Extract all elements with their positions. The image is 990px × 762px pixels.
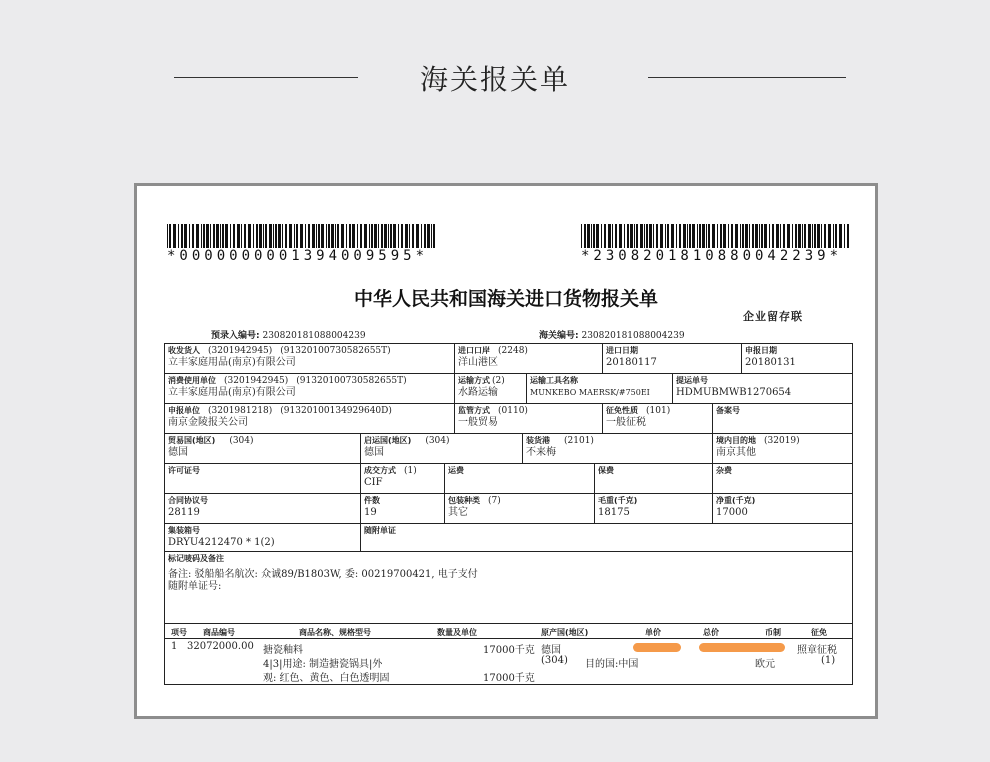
barcode-bar	[282, 224, 283, 248]
barcode-bar	[808, 224, 811, 248]
barcode-bar	[308, 224, 310, 248]
goods-qty: 17000千克	[483, 645, 535, 656]
barcode-bar	[431, 224, 432, 248]
barcode-left-number: *0000000001394009595*	[167, 248, 429, 264]
barcode-bar	[328, 224, 330, 248]
goods-name-line2: 4|3|用途: 制造搪瓷锅具|外	[263, 659, 383, 670]
barcode-bar	[289, 224, 292, 248]
barcode-bar	[776, 224, 779, 248]
cell-gross-weight: 毛重(千克) 18175	[595, 494, 713, 524]
barcode-bar	[702, 224, 705, 248]
barcode-bar	[615, 224, 617, 248]
barcode-bar	[405, 224, 408, 248]
barcode-bar	[814, 224, 816, 248]
barcode-left	[167, 224, 441, 248]
barcode-bar	[627, 224, 629, 248]
redacted-unit-price	[633, 643, 681, 652]
barcode-bar	[630, 224, 633, 248]
cell-consumer: 消费使用单位 (3201942945) (91320100730582655T) 立丰家庭用品(南京)有限公司	[165, 374, 455, 404]
barcode-bar	[412, 224, 414, 248]
barcode-bar	[671, 224, 674, 248]
goods-name-line3: 观: 红色、黄色、白色透明固	[263, 673, 390, 684]
barcode-bar	[745, 224, 748, 248]
barcode-bar	[189, 224, 190, 248]
barcode-bar	[821, 224, 822, 248]
barcode-bar	[665, 224, 666, 248]
barcode-bar	[256, 224, 258, 248]
barcode-bar	[596, 224, 599, 248]
goods-header-divider	[165, 638, 852, 639]
barcode-bar	[764, 224, 767, 248]
barcode-bar	[352, 224, 355, 248]
pre-entry-number: 预录入编号: 230820181088004239	[211, 331, 366, 341]
barcode-bar	[844, 224, 845, 248]
cell-container: 集装箱号 DRYU4212470 * 1(2)	[165, 524, 361, 552]
goods-header-total: 总价	[703, 628, 719, 637]
cell-levy-nature: 征免性质 (101) 一般征税	[603, 404, 713, 434]
barcode-bar	[374, 224, 377, 248]
cell-bill-no: 提运单号 HDMUBMWB1270654	[673, 374, 852, 404]
barcode-bar	[735, 224, 738, 248]
barcode-bar	[378, 224, 379, 248]
barcode-bar	[581, 224, 582, 248]
barcode-bar	[708, 224, 710, 248]
barcode-bar	[321, 224, 324, 248]
barcode-bar	[416, 224, 419, 248]
barcode-bar	[656, 224, 658, 248]
barcode-bar	[335, 224, 336, 248]
barcode-bar	[644, 224, 645, 248]
barcode-bar	[424, 224, 426, 248]
barcode-bar	[216, 224, 219, 248]
barcode-bar	[593, 224, 595, 248]
goods-header-code: 商品编号	[203, 628, 235, 637]
goods-origin: 德国	[541, 645, 561, 656]
barcode-bar	[337, 224, 339, 248]
cell-declarant: 申报单位 (3201981218) (91320100134929640D) 南京金陵报关公司	[165, 404, 455, 434]
cell-packaging: 包装种类 (7) 其它	[445, 494, 595, 524]
barcode-bar	[769, 224, 770, 248]
barcode-bar	[388, 224, 389, 248]
barcode-bar	[584, 224, 586, 248]
barcode-bar	[676, 224, 677, 248]
barcode-bar	[409, 224, 410, 248]
barcode-bar	[828, 224, 831, 248]
cell-pieces: 件数 19	[361, 494, 445, 524]
barcode-bar	[802, 224, 803, 248]
barcode-bar	[230, 224, 231, 248]
cell-freight: 运费	[445, 464, 595, 494]
goods-header-levy: 征免	[811, 628, 827, 637]
barcode-bar	[601, 224, 602, 248]
barcode-bar	[237, 224, 240, 248]
redacted-total-price	[699, 643, 785, 652]
barcode-bar	[689, 224, 691, 248]
cell-declare-date: 申报日期 20180131	[742, 344, 852, 374]
barcode-bar	[263, 224, 264, 248]
barcode-bar	[269, 224, 272, 248]
barcode-bar	[222, 224, 224, 248]
barcode-bar	[755, 224, 758, 248]
goods-header-qty: 数量及单位	[437, 628, 477, 637]
barcode-bar	[612, 224, 613, 248]
barcode-bar	[624, 224, 625, 248]
barcode-right	[581, 224, 855, 248]
barcode-bar	[371, 224, 373, 248]
cell-attached-docs: 随附单证	[361, 524, 852, 552]
barcode-bar	[847, 224, 849, 248]
cell-net-weight: 净重(千克) 17000	[713, 494, 852, 524]
barcode-bar	[346, 224, 347, 248]
barcode-bar	[213, 224, 215, 248]
barcode-bar	[401, 224, 403, 248]
barcode-bar	[393, 224, 396, 248]
cell-marks: 标记唛码及备注 备注: 驳船船名航次: 众诚89/B1803W, 委: 00219700421, 电子支付 随附单证号:	[165, 552, 852, 624]
barcode-bar	[318, 224, 320, 248]
barcode-bar	[316, 224, 317, 248]
cell-import-port: 进口口岸 (2248) 洋山港区	[455, 344, 603, 374]
barcode-bar	[824, 224, 826, 248]
barcode-bar	[273, 224, 274, 248]
barcode-bar	[731, 224, 733, 248]
barcode-bar	[210, 224, 211, 248]
goods-levy: 照章征税	[797, 645, 837, 656]
barcode-bar	[795, 224, 797, 248]
barcode-bar	[742, 224, 744, 248]
barcode-bar	[640, 224, 643, 248]
cell-misc-fee: 杂费	[713, 464, 852, 494]
barcode-bar	[326, 224, 327, 248]
barcode-bar	[692, 224, 695, 248]
barcode-bar	[839, 224, 842, 248]
barcode-bar	[817, 224, 820, 248]
barcode-bar	[792, 224, 793, 248]
barcode-bar	[699, 224, 701, 248]
barcode-bar	[285, 224, 287, 248]
barcode-bar	[604, 224, 606, 248]
barcode-bar	[433, 224, 435, 248]
copy-label: 企业留存联	[743, 310, 803, 323]
cell-license: 许可证号	[165, 464, 361, 494]
barcode-bar	[173, 224, 176, 248]
goods-header-unit-price: 单价	[645, 628, 661, 637]
cell-consignee: 收发货人 (3201942945) (91320100730582655T) 立丰家庭用品(南京)有限公司	[165, 344, 455, 374]
barcode-bar	[812, 224, 813, 248]
barcode-bar	[749, 224, 750, 248]
goods-header-origin: 原产国(地区)	[541, 628, 589, 637]
barcode-bar	[360, 224, 362, 248]
barcode-bar	[706, 224, 707, 248]
barcode-right-number: *2308201810880042239*	[581, 248, 843, 264]
barcode-bar	[780, 224, 781, 248]
barcode-bar	[192, 224, 194, 248]
barcode-bar	[300, 224, 303, 248]
barcode-bar	[783, 224, 785, 248]
barcode-bar	[369, 224, 370, 248]
declaration-form-image	[134, 183, 878, 719]
barcode-bar	[660, 224, 663, 248]
barcode-bar	[220, 224, 221, 248]
barcode-bar	[265, 224, 267, 248]
cell-trade-country: 贸易国(地区) (304) 德国	[165, 434, 361, 464]
barcode-bar	[203, 224, 205, 248]
barcode-bar	[761, 224, 763, 248]
barcode-bar	[591, 224, 592, 248]
barcode-bar	[167, 224, 168, 248]
goods-levy-code: (1)	[821, 655, 836, 666]
barcode-bar	[649, 224, 652, 248]
barcode-bar	[723, 224, 726, 248]
barcode-bar	[740, 224, 741, 248]
barcode-bar	[357, 224, 358, 248]
barcode-bar	[233, 224, 235, 248]
barcode-bar	[178, 224, 179, 248]
cell-contract: 合同协议号 28119	[165, 494, 361, 524]
barcode-bar	[244, 224, 246, 248]
goods-header-item: 项号	[171, 628, 187, 637]
barcode-bar	[364, 224, 367, 248]
barcode-bar	[169, 224, 171, 248]
goods-header-currency: 币制	[765, 628, 781, 637]
barcode-bar	[294, 224, 295, 248]
barcode-bar	[201, 224, 202, 248]
barcode-bar	[759, 224, 760, 248]
barcode-bar	[717, 224, 718, 248]
barcode-bar	[587, 224, 590, 248]
barcode-bar	[259, 224, 262, 248]
barcode-bar	[398, 224, 399, 248]
barcode-bar	[390, 224, 392, 248]
barcode-bar	[381, 224, 383, 248]
heading-rule-right	[648, 77, 846, 78]
cell-supervision: 监管方式 (0110) 一般贸易	[455, 404, 603, 434]
barcode-bar	[697, 224, 698, 248]
barcode-bar	[225, 224, 228, 248]
barcode-bar	[278, 224, 281, 248]
barcode-bar	[833, 224, 834, 248]
barcode-bar	[804, 224, 806, 248]
goods-qty-legal: 17000千克	[483, 673, 535, 684]
barcode-bar	[184, 224, 187, 248]
cell-origin-country: 启运国(地区) (304) 德国	[361, 434, 523, 464]
cell-transport-mode: 运输方式 (2) 水路运输	[455, 374, 527, 404]
declaration-grid	[164, 343, 853, 685]
goods-item: 1	[171, 641, 178, 652]
barcode-bar	[241, 224, 242, 248]
goods-origin-code: (304)	[541, 655, 568, 666]
barcode-bar	[720, 224, 722, 248]
barcode-bar	[798, 224, 801, 248]
barcode-bar	[679, 224, 681, 248]
barcode-bar	[331, 224, 334, 248]
barcode-bar	[772, 224, 774, 248]
cell-deal-mode: 成交方式 (1) CIF	[361, 464, 445, 494]
cell-vessel: 运输工具名称 MUNKEBO MAERSK/#750EI	[527, 374, 673, 404]
barcode-bar	[421, 224, 422, 248]
barcode-bar	[181, 224, 183, 248]
form-title: 中华人民共和国海关进口货物报关单	[353, 288, 658, 310]
barcode-bar	[728, 224, 729, 248]
barcode-bar	[206, 224, 209, 248]
barcode-bar	[349, 224, 351, 248]
barcode-bar	[636, 224, 638, 248]
barcode-bar	[634, 224, 635, 248]
barcode-bar	[687, 224, 688, 248]
goods-code: 32072000.00	[187, 641, 254, 652]
barcode-bar	[305, 224, 306, 248]
cell-destination: 境内目的地 (32019) 南京其他	[713, 434, 852, 464]
goods-header-name: 商品名称、规格型号	[299, 628, 371, 637]
cell-loading-port: 装货港 (2101) 不来梅	[523, 434, 713, 464]
barcode-bar	[248, 224, 251, 248]
cell-insurance: 保费	[595, 464, 713, 494]
barcode-bar	[619, 224, 622, 248]
barcode-bar	[835, 224, 837, 248]
barcode-bar	[752, 224, 754, 248]
barcode-bar	[427, 224, 430, 248]
barcode-bar	[312, 224, 315, 248]
page-title: 海关报关单	[419, 63, 570, 96]
section-heading	[0, 58, 990, 102]
customs-number: 海关编号: 230820181088004239	[539, 331, 685, 341]
barcode-bar	[341, 224, 344, 248]
goods-dest-country: 目的国:中国	[585, 659, 639, 670]
barcode-bar	[712, 224, 715, 248]
barcode-bar	[646, 224, 648, 248]
barcode-bar	[275, 224, 277, 248]
barcode-bar	[253, 224, 254, 248]
cell-record-no: 备案号	[713, 404, 852, 434]
goods-currency: 欧元	[755, 659, 775, 670]
barcode-bar	[787, 224, 790, 248]
barcode-bar	[653, 224, 654, 248]
barcode-bar	[683, 224, 686, 248]
barcode-bar	[296, 224, 298, 248]
barcode-bar	[667, 224, 669, 248]
barcode-bar	[384, 224, 387, 248]
goods-name-line1: 搪瓷釉料	[263, 645, 303, 656]
cell-import-date: 进口日期 20180117	[603, 344, 742, 374]
barcode-bar	[608, 224, 611, 248]
barcode-bar	[196, 224, 199, 248]
